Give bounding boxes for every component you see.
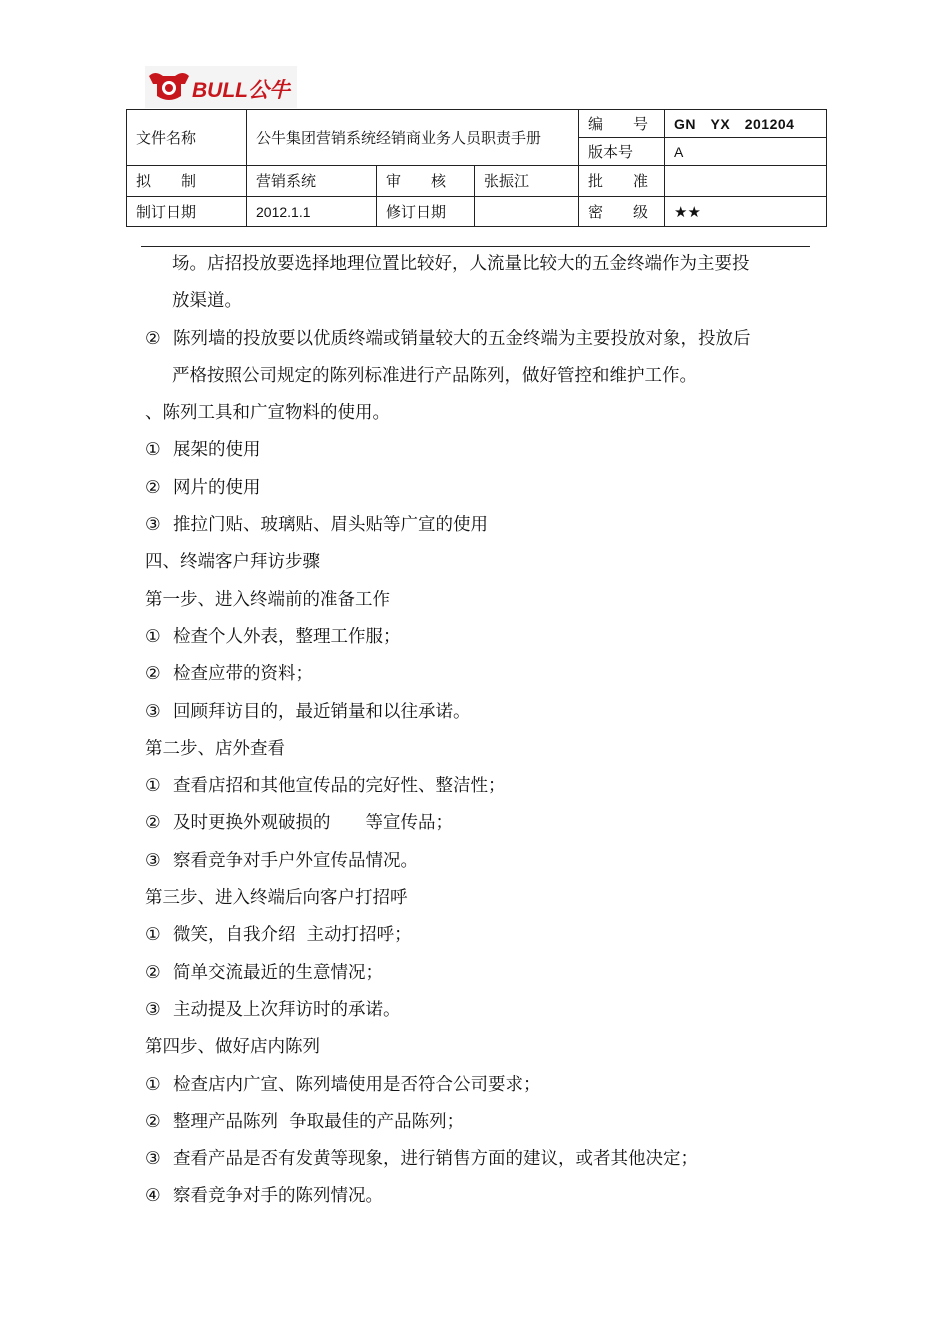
list-marker: ① [145,925,161,946]
body-line-text: 严格按照公司规定的陈列标准进行产品陈列，做好管控和维护工作。 [172,365,697,386]
body-line [145,843,825,880]
secret-value: ★★ [665,197,827,227]
body-line-text: 及时更换外观破损的 等宣传品； [173,813,453,834]
body-line [145,432,825,469]
version-label: 版本号 [579,138,665,166]
list-marker: ① [145,1074,161,1095]
list-marker: ③ [145,999,161,1020]
body-line [145,1067,825,1104]
body-line [145,582,825,619]
list-marker: ② [145,962,161,983]
revision-label: 修订日期 [377,197,475,227]
number-label: 编 号 [579,110,665,138]
body-line-text: 四、终端客户拜访步骤 [145,552,320,573]
body-line [145,321,825,358]
date-value: 2012.1.1 [247,197,377,227]
list-marker: ① [145,626,161,647]
body-line-text: 回顾拜访目的，最近销量和以往承诺。 [173,701,471,722]
body-line [145,992,825,1029]
drafted-label: 拟 制 [127,166,247,197]
body-line [145,694,825,731]
body-line-text: 察看竞争对手的陈列情况。 [173,1186,383,1207]
body-line-text: 放渠道。 [172,291,242,312]
body-line-text: 查看产品是否有发黄等现象，进行销售方面的建议，或者其他决定； [173,1149,698,1170]
version-value: A [665,138,827,166]
body-line [145,768,825,805]
document-body [145,246,825,1216]
file-name-value: 公牛集团营销系统经销商业务人员职责手册 [247,110,579,166]
body-line [145,955,825,992]
body-line-text: 主动提及上次拜访时的承诺。 [173,999,401,1020]
body-line [145,246,825,283]
body-line-text: 第三步、进入终端后向客户打招呼 [145,888,408,909]
body-line [145,1104,825,1141]
approve-value [665,166,827,197]
list-marker: ② [145,477,161,498]
body-line [145,1141,825,1178]
body-line-text: 陈列墙的投放要以优质终端或销量较大的五金终端为主要投放对象，投放后 [173,328,751,349]
body-line-text: 察看竞争对手户外宣传品情况。 [173,850,418,871]
number-value: GN YX 201204 [665,110,827,138]
list-marker: ① [145,776,161,797]
logo-text: BULL公牛 [192,79,290,102]
list-marker: ③ [145,1149,161,1170]
review-label: 审 核 [377,166,475,197]
body-line-text: 第四步、做好店内陈列 [145,1037,320,1058]
body-line-text: 第二步、店外查看 [145,738,285,759]
drafted-value: 营销系统 [247,166,377,197]
body-line-text: 简单交流最近的生意情况； [173,962,383,983]
file-name-label: 文件名称 [127,110,247,166]
approve-label: 批 准 [579,166,665,197]
body-line [145,731,825,768]
body-line [145,1178,825,1215]
body-line [145,283,825,320]
body-line-text: 第一步、进入终端前的准备工作 [145,589,390,610]
body-line [145,805,825,842]
body-line [145,619,825,656]
body-line [145,544,825,581]
list-marker: ④ [145,1186,161,1207]
list-marker: ② [145,1111,161,1132]
body-line-text: 检查应带的资料； [173,664,313,685]
review-value: 张振江 [475,166,579,197]
body-line-text: 场。店招投放要选择地理位置比较好，人流量比较大的五金终端作为主要投 [172,254,750,274]
date-label: 制订日期 [127,197,247,227]
body-line [145,358,825,395]
body-line-text: 微笑，自我介绍 主动打招呼； [173,925,412,946]
list-marker: ② [145,664,161,685]
body-line [145,507,825,544]
secret-label: 密 级 [579,197,665,227]
body-line-text: 推拉门贴、玻璃贴、眉头贴等广宣的使用 [173,515,488,536]
body-line-text: 查看店招和其他宣传品的完好性、整洁性； [173,776,506,797]
list-marker: ② [145,813,161,834]
list-marker: ③ [145,515,161,536]
list-marker: ③ [145,701,161,722]
body-line-text: 整理产品陈列 争取最佳的产品陈列； [173,1111,465,1132]
body-line [145,880,825,917]
body-line [145,1029,825,1066]
list-marker: ② [145,328,161,349]
revision-value [475,197,579,227]
document-header-table [126,109,827,227]
body-line [145,917,825,954]
body-line [145,656,825,693]
body-line-text: 检查店内广宣、陈列墙使用是否符合公司要求； [173,1074,541,1095]
body-line-text: 网片的使用 [173,477,261,498]
body-line [145,395,825,432]
body-line-text: 检查个人外表，整理工作服； [173,626,401,647]
bull-logo [145,66,297,108]
body-line-text: 、陈列工具和广宣物料的使用。 [145,403,390,424]
body-line-text: 展架的使用 [173,440,261,461]
list-marker: ③ [145,850,161,871]
list-marker: ① [145,440,161,461]
body-line [145,470,825,507]
